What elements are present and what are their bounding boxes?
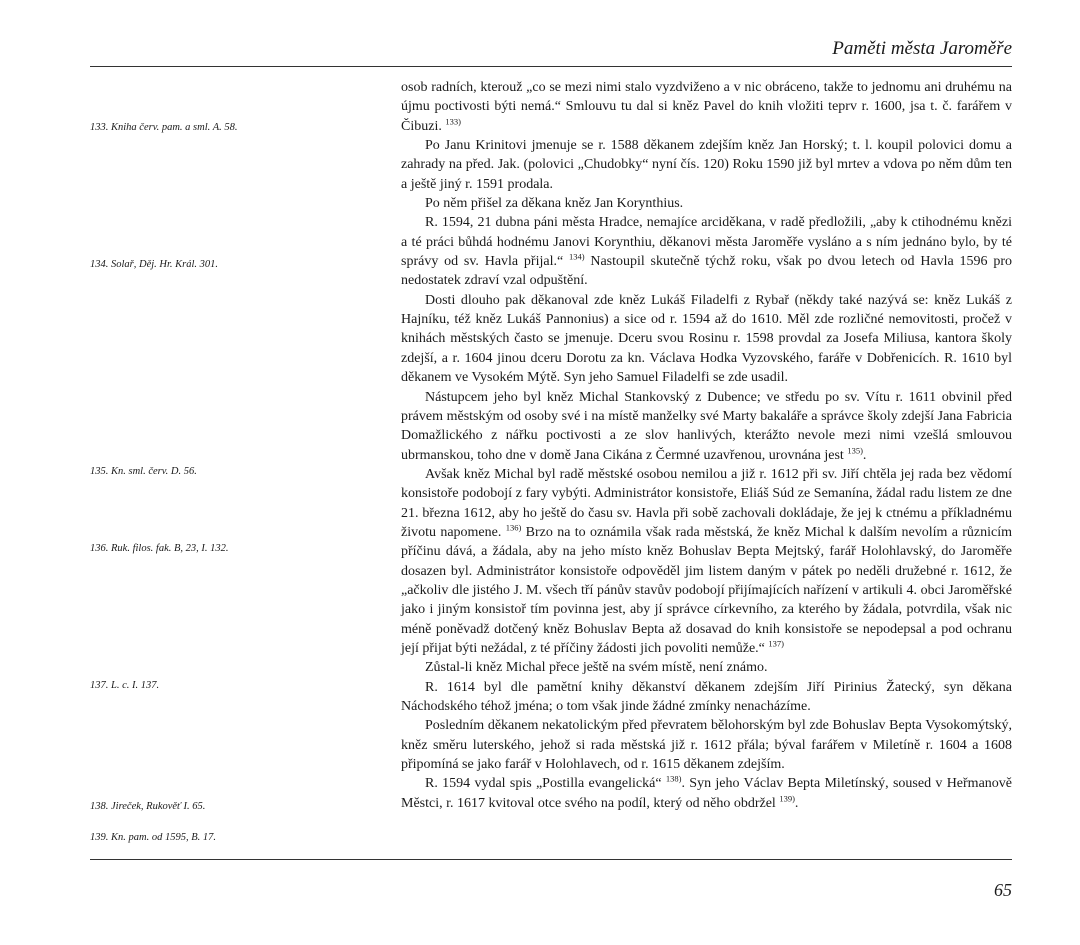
punctuation: .	[862, 447, 867, 463]
paragraph	[401, 291, 1012, 388]
footer-rule	[90, 859, 1012, 860]
footnote-133: 133. Kniha červ. pam. a sml. A. 58.	[90, 122, 238, 133]
paragraph	[401, 465, 1012, 658]
main-text	[401, 78, 1012, 813]
footnote-ref: 133)	[445, 116, 461, 127]
paragraph-text: Posledním děkanem nekatolickým před převratem bělohorským byl zde Bohuslav Bepta Vysokomýtský, kněz směru luterského, jehož si rada městská již r. 1612 přála; býval farářem v Miletíně r. 1604 a 1608 připomíná se jako farář v Holohlavech, od r. 1615 děkanem zdejším.	[401, 718, 1012, 773]
footnote-ref: 138)	[665, 773, 682, 784]
paragraph	[401, 194, 1012, 213]
paragraph-text: Zůstal-li kněz Michal přece ještě na svém místě, není známo.	[425, 660, 768, 676]
footnote-137: 137. L. c. I. 137.	[90, 680, 160, 691]
paragraph	[401, 716, 1012, 774]
paragraph-text: osob radních, kterouž „co se mezi nimi stalo vyzdviženo a v nic obráceno, takže to jednomu ani druhému na újmu poctivosti býti nemá.“ Smlouvu tu dal si kněz Pavel do knih vložiti teprv r. 1600, jsa t. č. farářem v Čibuzi.	[401, 80, 1012, 134]
footnote-ref: 134)	[568, 251, 585, 262]
footnote-134: 134. Solař, Děj. Hr. Král. 301.	[90, 259, 219, 270]
footnote-139: 139. Kn. pam. od 1595, B. 17.	[90, 832, 216, 843]
page-number: 65	[994, 880, 1012, 900]
paragraph-text: Po Janu Krinitovi jmenuje se r. 1588 děkanem zdejším kněz Jan Horský; t. l. koupil polovici domu a zahrady na před. Jak. (polovici „Chudobky“ nyní čís. 120) Roku 1590 již byl mrtev a vdova po něm dům ten a ještě jiný r. 1591 prodala.	[401, 138, 1012, 192]
footnote-136: 136. Ruk. filos. fak. B, 23, I. 132.	[90, 543, 229, 554]
paragraph	[401, 658, 1012, 677]
paragraph-text: R. 1594 vydal spis „Postilla evangelická“	[425, 776, 662, 792]
footnote-138: 138. Jireček, Rukověť I. 65.	[90, 801, 206, 812]
paragraph	[401, 388, 1012, 465]
footnote-ref: 136)	[505, 522, 522, 533]
paragraph	[401, 78, 1012, 136]
paragraph-text: Dosti dlouho pak děkanoval zde kněz Lukáš Filadelfi z Rybař (někdy také nazývá se: kněz Lukáš z Hajníku, též kněz Lukáš Pannonius) a sice od r. 1594 až do 1610. Měl zde rozličné nemovitosti, pročež v knihách městských často se jmenuje. Dceru svou Rosinu r. 1598 provdal za Josefa Miliusa, kantora školy zdejší, a r. 1604 jinou dceru Dorotu za kn. Václava Hodka Vyzovského, faráře v Dobřenicích. R. 1610 byl děkanem ve Vysokém Mýtě. Syn jeho Samuel Filadelfi se zde usadil.	[401, 292, 1012, 386]
paragraph	[401, 136, 1012, 194]
paragraph-text: Nástupcem jeho byl kněz Michal Stankovský z Dubence; ve středu po sv. Vítu r. 1611 obvinil před právem městským od osoby své i na místě manželky své Marty bakaláře a správce školy zdejší Jana Fabricia Domažlického z nářku poctivosti a ze slov hanlivých, kterážto nevole mezi nimi vzešlá smlouvou ubrmanskou, toho dne v domě Jana Cikána z Čermné uzavřenou, urovnána jest	[401, 389, 1012, 463]
footnote-ref: 135)	[847, 444, 863, 455]
paragraph	[401, 213, 1012, 290]
paragraph-text: Avšak kněz Michal byl radě městské osobou nemilou a již r. 1612 při sv. Jiří chtěla jej rada bez vědomí konsistoře podobojí z fary vybýti. Administrátor konsistoře, Eliáš Súd ze Semanína, žádal radu listem ze dne 21. března 1612, aby ho ještě do času sv. Havla při sobě zachovali dokládaje, že jej k ctnému a příkladnému životu napomene.	[401, 466, 1012, 540]
paragraph-text: R. 1594, 21 dubna páni města Hradce, nemajíce arciděkana, v radě předložili, „aby k ctihodnému knězi a té práci bůhdá hodnému Janovi Korynthiu, děkanovi města Jaroměře vysláno a s ním jednáno bylo, by té správy od sv. Havla přijal.“	[401, 215, 1012, 270]
punctuation: .	[794, 795, 799, 811]
paragraph	[401, 774, 1012, 813]
paragraph-text: . Syn jeho Václav Bepta Miletínský, soused v Heřmanově Městci, r. 1617 kvitoval otce svého na podíl, který od něho obdržel	[401, 776, 1012, 811]
paragraph-text: R. 1614 byl dle pamětní knihy děkanství děkanem zdejším Jiří Pirinius Žatecký, syn děkana Náchodského téhož jména; o tom však jinde žádné zmínky nenacházíme.	[401, 679, 1012, 714]
footnote-135: 135. Kn. sml. červ. D. 56.	[90, 466, 197, 477]
footnote-ref: 137)	[768, 638, 784, 649]
paragraph-text: Nastoupil skutečně týchž roku, však po dvou letech od Havla 1596 pro nedostatek zdraví vzal odpuštění.	[401, 254, 1012, 289]
paragraph-text: Po něm přišel za děkana kněz Jan Korynthius.	[425, 196, 684, 212]
header-rule	[90, 66, 1012, 67]
footnote-ref: 139)	[779, 793, 795, 804]
paragraph	[401, 678, 1012, 717]
paragraph-text: Brzo na to oznámila však rada městská, že kněz Michal k dalším nevolím a různicím příčinu dává, a žádala, aby na jeho místo kněz Bohuslav Bepta Mejtský, farář Holohlavský, do Jaroměře dosazen byl. Administrátor konsistoře odpověděl jim listem daným v pátek po neděli družebné r. 1612, že „ačkoliv dle jistého J. M. všech tří pánův stavův podobojí přijímajících nařízení v artikuli 4. obci Jaroměřské jako i jiným konsistoř tím povinna jest, aby jí správce církevního, za kterého by žádala, potvrdila, však nic méně poněvadž dotčený kněz Bohuslav Bepta až dosavad do knih konsistoře se nepodepsal a pod ochranu její přijat býti nežádal, z té příčiny žádosti jich povoliti nemůže.“	[401, 524, 1013, 656]
running-header-title: Paměti města Jaroměře	[832, 38, 1012, 59]
